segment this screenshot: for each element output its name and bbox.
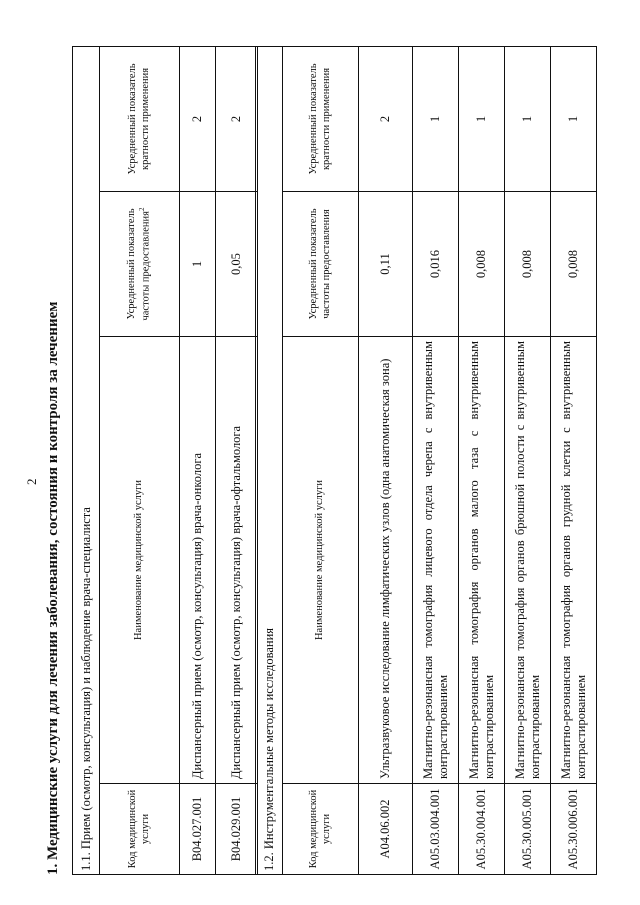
table-row — [551, 46, 597, 874]
header-multiplicity: Усредненный показатель кратности применения — [100, 46, 180, 191]
header-code: Код медицинской услуги — [283, 784, 359, 875]
table-consultations — [72, 46, 258, 875]
page-number: 2 — [24, 478, 39, 485]
header-frequency-text: Усредненный показатель частоты предоставления — [125, 208, 152, 321]
frequency-value: 0,05 — [216, 192, 258, 337]
frequency-value: 0,008 — [459, 192, 505, 337]
multiplicity-value: 1 — [505, 46, 551, 191]
table-section-row — [256, 46, 283, 874]
section-heading: 1. Медицинские услуги для лечения заболевания, состояния и контроля за лечением — [45, 301, 61, 875]
table-row — [359, 46, 413, 874]
service-code: A05.03.004.001 — [413, 784, 459, 875]
frequency-value: 1 — [180, 192, 216, 337]
header-frequency: Усредненный показатель частоты предоставления — [283, 192, 359, 337]
header-code: Код медицинской услуги — [100, 784, 180, 875]
table-row — [180, 46, 216, 874]
service-name: Ультразвуковое исследование лимфатических узлов (одна анатомическая зона) — [359, 337, 413, 784]
table-row — [413, 46, 459, 874]
service-name: Магнитно-резонансная томография органов брюшной полости с внутривенным контрастированием — [505, 337, 551, 784]
service-code: B04.027.001 — [180, 784, 216, 875]
multiplicity-value: 1 — [551, 46, 597, 191]
service-name: Магнитно-резонансная томография лицевого отдела черепа с внутривенным контрастированием — [413, 337, 459, 784]
table-section-row — [73, 46, 100, 874]
service-code: A05.30.006.001 — [551, 784, 597, 875]
service-name: Магнитно-резонансная томография органов грудной клетки с внутривенным контрастированием — [551, 337, 597, 784]
service-code: A05.30.004.001 — [459, 784, 505, 875]
table-row — [459, 46, 505, 874]
frequency-value: 0,008 — [551, 192, 597, 337]
frequency-value: 0,11 — [359, 192, 413, 337]
multiplicity-value: 2 — [216, 46, 258, 191]
section-title: 1.1. Прием (осмотр, консультация) и наблюдение врача-специалиста — [73, 46, 100, 874]
header-frequency — [100, 192, 180, 337]
header-multiplicity: Усредненный показатель кратности применения — [283, 46, 359, 191]
service-code: A04.06.002 — [359, 784, 413, 875]
footnote-marker: 2 — [138, 207, 147, 211]
service-code: B04.029.001 — [216, 784, 258, 875]
multiplicity-value: 2 — [180, 46, 216, 191]
frequency-value: 0,008 — [505, 192, 551, 337]
table-header-row — [283, 46, 359, 874]
multiplicity-value: 1 — [459, 46, 505, 191]
service-code: A05.30.005.001 — [505, 784, 551, 875]
header-name: Наименование медицинской услуги — [283, 337, 359, 784]
section-title: 1.2. Инструментальные методы исследования — [256, 46, 283, 874]
service-name: Магнитно-резонансная томография органов малого таза с внутривенным контрастированием — [459, 337, 505, 784]
service-name: Диспансерный прием (осмотр, консультация) врача-офтальмолога — [216, 337, 258, 784]
multiplicity-value: 2 — [359, 46, 413, 191]
table-header-row — [100, 46, 180, 874]
frequency-value: 0,016 — [413, 192, 459, 337]
table-row — [216, 46, 258, 874]
multiplicity-value: 1 — [413, 46, 459, 191]
table-instrumental-methods — [255, 46, 597, 875]
service-name: Диспансерный прием (осмотр, консультация) врача-онколога — [180, 337, 216, 784]
table-row — [505, 46, 551, 874]
header-name: Наименование медицинской услуги — [100, 337, 180, 784]
